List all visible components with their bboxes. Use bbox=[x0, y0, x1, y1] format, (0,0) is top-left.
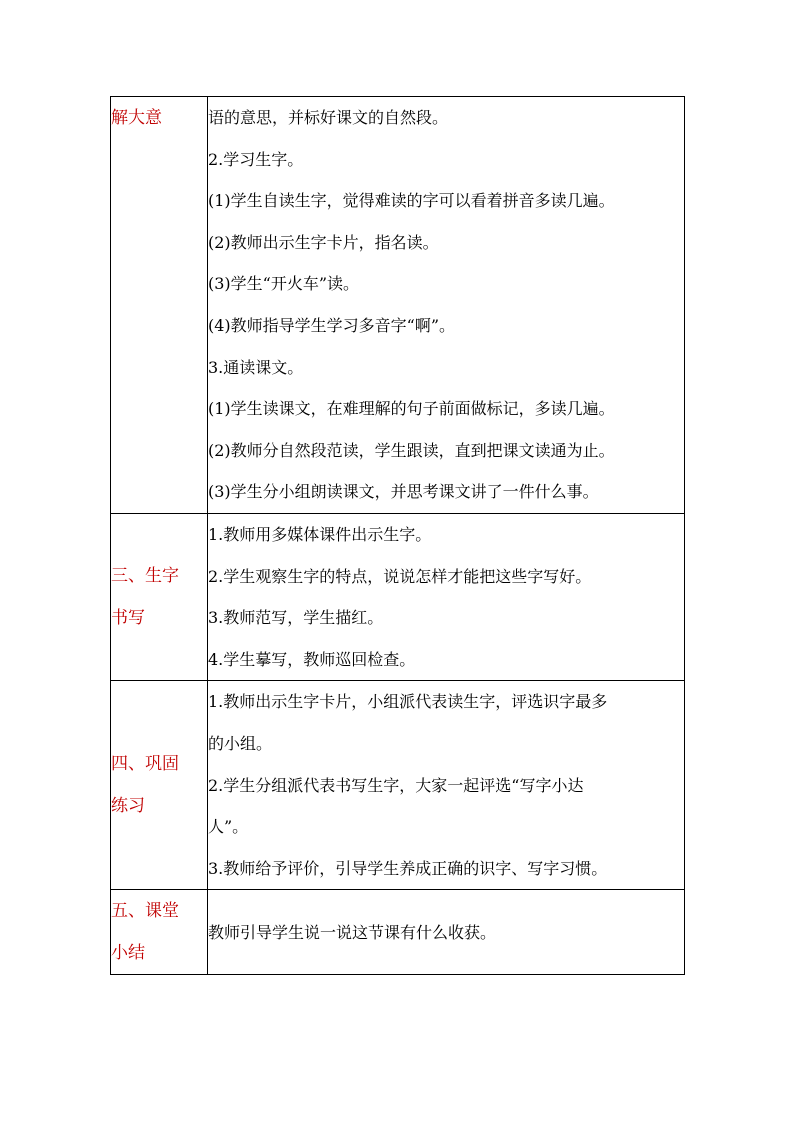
content-line: 3.教师给予评价，引导学生养成正确的识字、写字习惯。 bbox=[208, 858, 608, 878]
content-line: 3.通读课文。 bbox=[208, 357, 304, 377]
content-line: 2.学生分组派代表书写生字，大家一起评选“写字小达 bbox=[208, 775, 584, 795]
content-line: 的小组。 bbox=[208, 733, 273, 753]
table-row bbox=[111, 514, 685, 681]
section-content-cell bbox=[208, 97, 685, 514]
content-line: (3)学生“开火车”读。 bbox=[208, 274, 360, 294]
section-label: 解大意 bbox=[111, 108, 162, 128]
section-label: 练习 bbox=[111, 796, 145, 817]
content-line: 语的意思，并标好课文的自然段。 bbox=[208, 108, 449, 127]
section-label: 四、巩固 bbox=[111, 754, 179, 775]
section-label-cell bbox=[111, 514, 208, 681]
table-row bbox=[111, 681, 685, 890]
section-label-cell bbox=[111, 681, 208, 890]
section-label: 小结 bbox=[111, 943, 145, 964]
content-line: 3.教师范写，学生描红。 bbox=[208, 608, 384, 628]
content-line: (1)学生读课文，在难理解的句子前面做标记，多读几遍。 bbox=[208, 399, 615, 419]
lesson-plan-table bbox=[110, 96, 685, 975]
table-row bbox=[111, 97, 685, 514]
section-content-cell bbox=[208, 681, 685, 890]
section-content-cell bbox=[208, 514, 685, 681]
section-label-cell bbox=[111, 890, 208, 975]
table-row bbox=[111, 890, 685, 975]
section-label: 五、课堂 bbox=[111, 901, 179, 922]
content-line: 2.学习生字。 bbox=[208, 149, 304, 169]
content-line: (1)学生自读生字，觉得难读的字可以看着拼音多读几遍。 bbox=[208, 191, 615, 211]
content-line: 1.教师出示生字卡片，小组派代表读生字，评选识字最多 bbox=[208, 692, 608, 712]
content-line: (2)教师出示生字卡片，指名读。 bbox=[208, 232, 439, 252]
content-line: 人”。 bbox=[208, 817, 249, 837]
section-label: 三、生字 bbox=[111, 566, 179, 587]
section-content-cell bbox=[208, 890, 685, 975]
section-label: 书写 bbox=[111, 608, 145, 629]
content-line: (4)教师指导学生学习多音字“啊”。 bbox=[208, 315, 456, 335]
content-line: 1.教师用多媒体课件出示生字。 bbox=[208, 525, 432, 544]
content-line: 2.学生观察生字的特点，说说怎样才能把这些字写好。 bbox=[208, 566, 592, 586]
content-line: 教师引导学生说一说这节课有什么收获。 bbox=[208, 922, 497, 942]
content-line: (2)教师分自然段范读，学生跟读，直到把课文读通为止。 bbox=[208, 440, 615, 460]
section-label-cell bbox=[111, 97, 208, 514]
content-line: (3)学生分小组朗读课文，并思考课文讲了一件什么事。 bbox=[208, 482, 599, 502]
content-line: 4.学生摹写，教师巡回检查。 bbox=[208, 649, 416, 669]
